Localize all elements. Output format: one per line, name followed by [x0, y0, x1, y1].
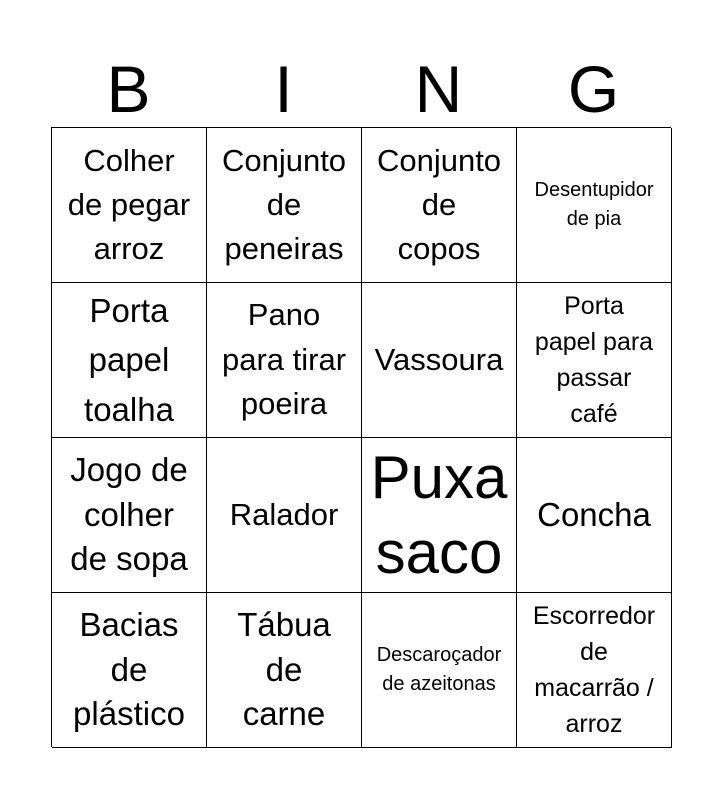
bingo-cell[interactable]: [52, 593, 207, 748]
cell-text: Colher de pegar arroz: [67, 142, 191, 266]
free-space-text: Puxa saco: [370, 444, 508, 586]
cell-text: Pano para tirar poeira: [221, 296, 347, 422]
cell-text: Vassoura: [374, 341, 504, 377]
bingo-cell[interactable]: [52, 283, 207, 438]
title-letter-b: B: [106, 52, 151, 126]
bingo-cell[interactable]: [207, 283, 362, 438]
cell-text: Tábua de carne: [237, 606, 331, 733]
title-letter-n: N: [414, 52, 463, 126]
cell-text: Conjunto de copos: [376, 142, 502, 266]
cell-text: Concha: [537, 495, 651, 533]
cell-text: Escorredor de macarrão / arroz: [532, 601, 656, 739]
bingo-cell[interactable]: [52, 438, 207, 593]
bingo-cell[interactable]: [517, 283, 672, 438]
bingo-cell[interactable]: [362, 128, 517, 283]
cell-text: Ralador: [229, 496, 339, 532]
cell-text: Porta papel para passar café: [534, 291, 654, 429]
bingo-title: [51, 50, 671, 128]
bingo-cell[interactable]: [517, 593, 672, 748]
cell-text: Conjunto de peneiras: [221, 142, 347, 266]
bingo-cell[interactable]: [52, 128, 207, 283]
title-letter-g: G: [567, 52, 620, 126]
bingo-cell[interactable]: [207, 593, 362, 748]
bingo-cell[interactable]: [362, 593, 517, 748]
title-letter-i: I: [274, 52, 293, 126]
cell-text: Descaroçador de azeitonas: [376, 644, 502, 695]
cell-text: Porta papel toalha: [84, 291, 174, 428]
bingo-cell[interactable]: [517, 128, 672, 283]
free-space-cell[interactable]: [362, 438, 517, 593]
bingo-cell[interactable]: [207, 438, 362, 593]
bingo-card: [51, 127, 671, 747]
cell-text: Bacias de plástico: [73, 606, 185, 733]
bingo-cell[interactable]: [362, 283, 517, 438]
cell-text: Jogo de colher de sopa: [70, 451, 188, 578]
cell-text: Desentupidor de pia: [534, 179, 654, 230]
bingo-cell[interactable]: [517, 438, 672, 593]
bingo-cell[interactable]: [207, 128, 362, 283]
